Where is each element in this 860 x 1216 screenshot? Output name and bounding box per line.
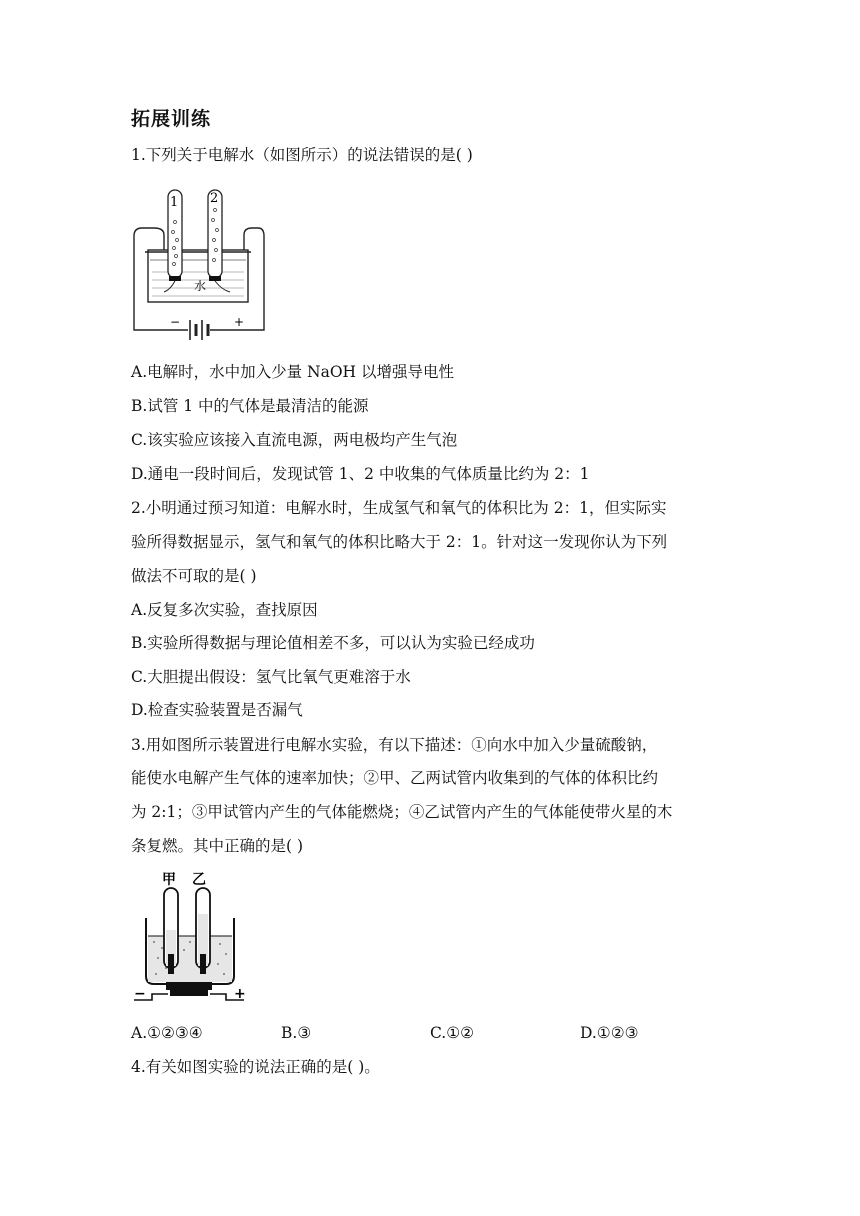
tube-jia-label: 甲	[162, 872, 176, 888]
electrolysis-apparatus-figure-1	[130, 180, 270, 345]
tube-yi-label: 乙	[192, 872, 206, 888]
tube-1-label: 1	[170, 195, 179, 210]
q2-option-b: B.实验所得数据与理论值相差不多，可以认为实验已经成功	[131, 634, 535, 652]
q2-stem-line-3: 做法不可取的是( )	[131, 567, 257, 585]
q4-stem-line-1: 4.有关如图实验的说法正确的是( )。	[131, 1058, 380, 1076]
plus-label: +	[234, 315, 245, 329]
q3-option-c: C.①②	[430, 1024, 475, 1042]
q1-stem-line-1: 1.下列关于电解水（如图所示）的说法错误的是( )	[131, 146, 473, 164]
water-label: 水	[194, 279, 207, 293]
q1-option-b: B.试管 1 中的气体是最清洁的能源	[131, 397, 369, 415]
q3-option-d: D.①②③	[580, 1024, 639, 1042]
plus-label-2: +	[234, 986, 246, 1002]
q2-option-c: C.大胆提出假设：氢气比氧气更难溶于水	[131, 668, 411, 686]
minus-label-2: −	[134, 986, 146, 1002]
q3-stem-line-1: 3.用如图所示装置进行电解水实验，有以下描述：①向水中加入少量硫酸钠，	[131, 736, 658, 754]
q3-option-a: A.①②③④	[131, 1024, 203, 1042]
minus-label: −	[170, 315, 181, 329]
q3-option-b: B.③	[281, 1024, 312, 1042]
section-title: 拓展训练	[131, 108, 212, 130]
q3-stem-line-4: 条复燃。其中正确的是( )	[131, 837, 304, 855]
q3-stem-line-2: 能使水电解产生气体的速率加快；②甲、乙两试管内收集到的气体的体积比约	[131, 769, 659, 787]
q3-stem-line-3: 为 2:1；③甲试管内产生的气体能燃烧；④乙试管内产生的气体能使带火星的木	[131, 803, 673, 821]
q2-option-d: D.检查实验装置是否漏气	[131, 701, 303, 719]
electrolysis-apparatus-figure-2	[130, 868, 250, 1008]
q2-option-a: A.反复多次实验，查找原因	[131, 601, 318, 619]
tube-2-label: 2	[210, 191, 219, 206]
q1-option-d: D.通电一段时间后，发现试管 1、2 中收集的气体质量比约为 2：1	[131, 465, 590, 483]
q1-option-a: A.电解时，水中加入少量 NaOH 以增强导电性	[131, 363, 455, 381]
q1-option-c: C.该实验应该接入直流电源，两电极均产生气泡	[131, 431, 458, 449]
q2-stem-line-1: 2.小明通过预习知道：电解水时，生成氢气和氧气的体积比为 2：1，但实际实	[131, 499, 667, 517]
q2-stem-line-2: 验所得数据显示，氢气和氧气的体积比略大于 2：1。针对这一发现你认为下列	[131, 533, 668, 551]
